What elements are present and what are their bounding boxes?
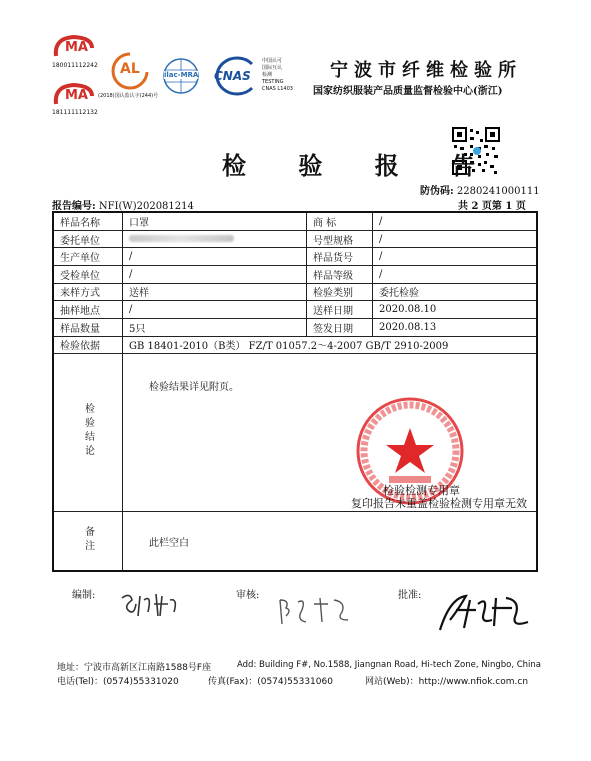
table-row: 受检单位 / 样品等级 / [53,265,537,283]
cma-number-top: 180011112242 [52,62,98,69]
ilac-mra-logo: ilac-MRA [160,56,202,96]
approved-by-label: 批准: [398,590,422,601]
prepared-by-label: 编制: [72,590,96,601]
basis-row: 检验依据 GB 18401-2010（B类） FZ/T 01057.2～4-2007 GB/T 2910-2009 [53,336,537,354]
approved-signature [436,590,536,638]
cnas-logo: CNAS [208,56,260,96]
cma-logo-bottom: MA [52,82,96,108]
conclusion-label: 检验结论 [82,403,94,460]
anti-fake-code: 防伪码: 2280241000111 [420,186,540,197]
cnas-caption: 中国认可 国际互认 检测 TESTING CNAS L1403 [262,58,293,92]
table-row: 生产单位 / 样品货号 / [53,248,537,266]
reviewed-by-label: 审核: [236,590,260,601]
report-number: 报告编号: NFI(W)202081214 [52,201,194,212]
conclusion-row [53,354,537,512]
footer-address-en: Add: Building F#, No.1588, Jiangnan Road, Hi-tech Zone, Ningbo, China [237,660,542,670]
cal-logo: AL [106,50,154,90]
cma-number-bottom: 181111112132 [52,109,98,116]
seal-caption-1: 检验检测专用章 [383,484,460,498]
footer-address-cn: 地址：宁波市高新区江南路1588号F座 [57,663,212,673]
org-subtitle: 国家纺织服装产品质量监督检验中心(浙江) [313,86,503,97]
redacted-client [123,230,307,248]
table-row: 样品数量 5只 签发日期 2020.08.13 [53,318,537,336]
remarks-row [53,512,537,571]
remarks-text: 此栏空白 [149,537,189,549]
remarks-label: 备注 [82,525,94,554]
conclusion-text: 检验结果详见附页。 [149,382,239,394]
document-title: 检 验 报 告 [222,151,498,180]
prepared-signature [118,590,188,624]
table-row: 来样方式 送样 检验类别 委托检验 [53,283,537,301]
footer-tel: 电话(Tel)：(0574)55331020 [57,677,179,687]
cal-caption: (2018)国认监认字(244)号 [98,93,159,99]
page-count: 共 2 页第 1 页 [458,201,526,212]
footer-web[interactable]: 网站(Web)：http://www.nfiok.com.cn [365,677,529,687]
seal-caption-2: 复印报告未重盖检验检测专用章无效 [351,497,527,511]
report-table [52,211,538,572]
reviewed-signature [276,594,356,632]
footer-fax: 传真(Fax)：(0574)55331060 [208,677,333,687]
cma-logo-top: MA [52,34,96,60]
table-row: 委托单位 号型规格 / [53,230,537,248]
org-name: 宁波市纤维检验所 [330,60,522,81]
table-row: 样品名称 口罩 商 标 / [53,212,537,230]
table-row: 抽样地点 / 送样日期 2020.08.10 [53,301,537,319]
